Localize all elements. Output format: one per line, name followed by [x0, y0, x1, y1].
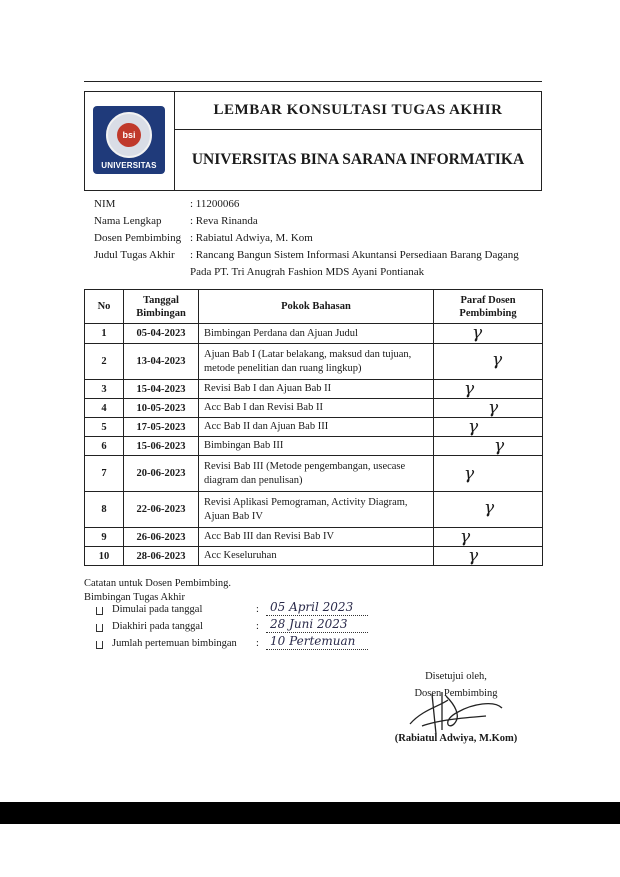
- info-value: : Reva Rinanda: [190, 215, 258, 227]
- info-label: Judul Tugas Akhir: [94, 249, 175, 261]
- checkbox-icon: [96, 641, 103, 649]
- table-row: [85, 437, 543, 456]
- paraf-mark: γ: [468, 546, 479, 566]
- university-logo: [93, 106, 165, 174]
- cell-no: 4: [85, 399, 124, 418]
- cell-date: 05-04-2023: [124, 324, 199, 344]
- cell-signature: [434, 380, 543, 399]
- col-header-date: Tanggal Bimbingan: [124, 290, 199, 324]
- paraf-mark: γ: [484, 498, 495, 518]
- cell-no: 1: [85, 324, 124, 344]
- table-row: [85, 547, 543, 566]
- cell-date: 17-05-2023: [124, 418, 199, 437]
- table-row: [85, 528, 543, 547]
- cell-date: 15-06-2023: [124, 437, 199, 456]
- table-row: [85, 344, 543, 380]
- info-value: : Rancang Bangun Sistem Informasi Akuntansi Persediaan Barang Dagang: [190, 249, 519, 261]
- advisor-signature: [402, 690, 512, 734]
- table-header-row: [85, 290, 543, 324]
- logo-caption: UNIVERSITAS: [101, 161, 157, 170]
- checkbox-icon: [96, 607, 103, 615]
- cell-no: 3: [85, 380, 124, 399]
- info-label: Nama Lengkap: [94, 215, 162, 227]
- logo-mark: bsi: [117, 123, 141, 147]
- document-title: LEMBAR KONSULTASI TUGAS AKHIR: [175, 92, 541, 130]
- table-row: [85, 492, 543, 528]
- cell-signature: [434, 456, 543, 492]
- table-row: [85, 456, 543, 492]
- approval-line2: Dosen Pembimbing: [414, 688, 498, 699]
- paraf-mark: γ: [472, 323, 483, 343]
- paraf-mark: γ: [460, 527, 471, 547]
- cell-no: 2: [85, 344, 124, 380]
- cell-date: 10-05-2023: [124, 399, 199, 418]
- notes-heading: Catatan untuk Dosen Pembimbing.: [84, 578, 231, 589]
- consultation-table: [84, 289, 543, 566]
- info-value: Pada PT. Tri Anugrah Fashion MDS Ayani Pontianak: [190, 266, 425, 278]
- cell-topic: Revisi Bab I dan Ajuan Bab II: [199, 380, 434, 399]
- check-label: Jumlah pertemuan bimbingan: [112, 638, 237, 649]
- cell-signature: [434, 492, 543, 528]
- notes-subheading: Bimbingan Tugas Akhir: [84, 592, 185, 603]
- checkbox-icon: [96, 624, 103, 632]
- cell-date: 15-04-2023: [124, 380, 199, 399]
- cell-date: 28-06-2023: [124, 547, 199, 566]
- cell-topic: Revisi Aplikasi Pemograman, Activity Diagram, Ajuan Bab IV: [199, 492, 434, 528]
- logo-emblem: [106, 112, 152, 158]
- check-label: Dimulai pada tanggal: [112, 604, 203, 615]
- logo-cell: [85, 92, 175, 190]
- table-row: [85, 418, 543, 437]
- cell-no: 6: [85, 437, 124, 456]
- approval-line1: Disetujui oleh,: [425, 671, 487, 682]
- top-rule: [84, 81, 542, 82]
- paraf-mark: γ: [492, 350, 503, 370]
- cell-signature: [434, 344, 543, 380]
- paraf-mark: γ: [494, 436, 505, 456]
- table-row: [85, 380, 543, 399]
- cell-signature: [434, 437, 543, 456]
- document-header: [84, 91, 542, 191]
- cell-signature: [434, 547, 543, 566]
- info-value: : Rabiatul Adwiya, M. Kom: [190, 232, 313, 244]
- bottom-bar: [0, 802, 620, 824]
- cell-topic: Revisi Bab III (Metode pengembangan, usecase diagram dan penulisan): [199, 456, 434, 492]
- cell-topic: Acc Keseluruhan: [199, 547, 434, 566]
- colon: :: [256, 604, 259, 615]
- cell-no: 8: [85, 492, 124, 528]
- cell-signature: [434, 399, 543, 418]
- paraf-mark: γ: [464, 379, 475, 399]
- cell-topic: Acc Bab III dan Revisi Bab IV: [199, 528, 434, 547]
- paraf-mark: γ: [464, 464, 475, 484]
- advisor-name: (Rabiatul Adwiya, M.Kom): [394, 733, 518, 744]
- handwritten-value: 05 April 2023: [266, 600, 368, 616]
- advisor-notes: [84, 577, 231, 605]
- paraf-mark: γ: [488, 398, 499, 418]
- cell-no: 7: [85, 456, 124, 492]
- col-header-topic: Pokok Bahasan: [199, 290, 434, 324]
- cell-topic: Bimbingan Perdana dan Ajuan Judul: [199, 324, 434, 344]
- handwritten-value: 10 Pertemuan: [266, 634, 368, 650]
- cell-topic: Acc Bab I dan Revisi Bab II: [199, 399, 434, 418]
- cell-no: 9: [85, 528, 124, 547]
- cell-date: 13-04-2023: [124, 344, 199, 380]
- cell-date: 22-06-2023: [124, 492, 199, 528]
- info-label: NIM: [94, 198, 116, 210]
- cell-topic: Ajuan Bab I (Latar belakang, maksud dan tujuan, metode penelitian dan ruang lingkup): [199, 344, 434, 380]
- cell-signature: [434, 324, 543, 344]
- info-value: : 11200066: [190, 198, 240, 210]
- handwritten-value: 28 Juni 2023: [266, 617, 368, 633]
- col-header-signature: Paraf Dosen Pembimbing: [434, 290, 543, 324]
- table-row: [85, 324, 543, 344]
- paraf-mark: γ: [468, 417, 479, 437]
- col-header-no: No: [85, 290, 124, 324]
- info-label: Dosen Pembimbing: [94, 232, 182, 244]
- university-name: UNIVERSITAS BINA SARANA INFORMATIKA: [191, 151, 525, 168]
- cell-no: 5: [85, 418, 124, 437]
- table-row: [85, 399, 543, 418]
- cell-topic: Acc Bab II dan Ajuan Bab III: [199, 418, 434, 437]
- cell-signature: [434, 418, 543, 437]
- cell-signature: [434, 528, 543, 547]
- check-label: Diakhiri pada tanggal: [112, 621, 203, 632]
- cell-date: 20-06-2023: [124, 456, 199, 492]
- colon: :: [256, 621, 259, 632]
- cell-no: 10: [85, 547, 124, 566]
- cell-date: 26-06-2023: [124, 528, 199, 547]
- colon: :: [256, 638, 259, 649]
- cell-topic: Bimbingan Bab III: [199, 437, 434, 456]
